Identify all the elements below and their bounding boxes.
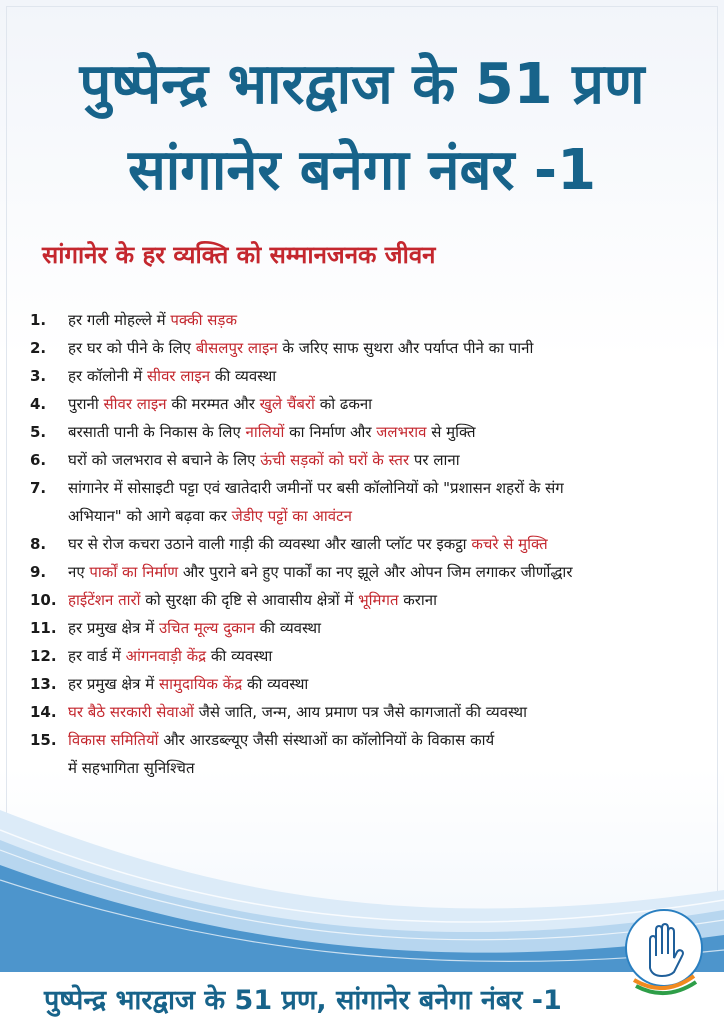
item-text [68, 418, 710, 446]
body-text: की मरम्मत और [166, 395, 260, 413]
highlight-text: नालियों [245, 423, 285, 441]
body-text: बरसाती पानी के निकास के लिए [68, 423, 246, 441]
body-text: घरों को जलभराव से बचाने के लिए [68, 451, 261, 469]
list-item [30, 334, 710, 362]
body-text: को ढकना [314, 395, 373, 413]
item-number: 1. [30, 311, 47, 329]
item-text [68, 390, 710, 418]
highlight-text: कचरे से मुक्ति [471, 535, 548, 553]
highlight-text: सीवर लाइन [103, 395, 167, 413]
list-item [30, 390, 710, 418]
list-item [30, 362, 710, 390]
body-text: हर प्रमुख क्षेत्र में [68, 619, 159, 637]
highlight-text: पक्की सड़क [170, 311, 237, 329]
highlight-text: भूमिगत [358, 591, 399, 609]
list-item [30, 670, 710, 698]
highlight-text: उचित मूल्य दुकान [158, 619, 255, 637]
body-text: की व्यवस्था [206, 647, 273, 665]
item-text [68, 306, 710, 334]
body-text: हर गली मोहल्ले में [68, 311, 171, 329]
item-number: 9. [30, 563, 47, 581]
item-text [68, 698, 710, 726]
item-number: 3. [30, 367, 47, 385]
item-number: 2. [30, 339, 47, 357]
body-text: नए [68, 563, 90, 581]
highlight-text: ऊंची सड़कों को घरों के स्तर [260, 451, 410, 469]
item-number: 7. [30, 479, 47, 497]
list-item [30, 474, 710, 530]
body-text: को सुरक्षा की दृष्टि से आवासीय क्षेत्रों में [140, 591, 359, 609]
item-text [68, 530, 710, 558]
list-item [30, 642, 710, 670]
highlight-text: सामुदायिक केंद्र [158, 675, 243, 693]
highlight-text: जलभराव [376, 423, 427, 441]
item-text [68, 614, 710, 642]
body-text: पर लाना [409, 451, 460, 469]
list-item [30, 446, 710, 474]
body-text: हर घर को पीने के लिए [68, 339, 196, 357]
item-number: 10. [30, 591, 57, 609]
body-text: का निर्माण और [284, 423, 377, 441]
body-text: और पुराने बने हुए पार्कों का नए झूले और ओपन जिम लगाकर जीर्णोद्धार [178, 563, 573, 581]
body-text: हर कॉलोनी में [68, 367, 148, 385]
pledge-list [30, 306, 710, 782]
highlight-text: सीवर लाइन [147, 367, 211, 385]
title-line-1: पुष्पेन्द्र भारद्वाज के 51 प्रण [79, 52, 645, 117]
item-number: 14. [30, 703, 57, 721]
list-item [30, 418, 710, 446]
body-text: हर प्रमुख क्षेत्र में [68, 675, 159, 693]
body-text: की व्यवस्था [254, 619, 322, 637]
list-item [30, 586, 710, 614]
body-text: सांगानेर में सोसाइटी पट्टा एवं खातेदारी जमीनों पर बसी कॉलोनियों को "प्रशासन शहरों के संग [68, 479, 564, 497]
list-item [30, 530, 710, 558]
item-text [68, 642, 710, 670]
list-item [30, 558, 710, 586]
highlight-text: जेडीए पट्टों का आवंटन [231, 507, 352, 525]
item-text [68, 670, 710, 698]
body-text: पुरानी [68, 395, 104, 413]
item-text [68, 558, 710, 586]
item-number: 12. [30, 647, 57, 665]
wave-decoration [0, 770, 724, 980]
body-text: घर से रोज कचरा उठाने वाली गाड़ी की व्यवस्था और खाली प्लॉट पर इकट्ठा [68, 535, 472, 553]
item-text [68, 474, 710, 530]
highlight-text: बीसलपुर लाइन [195, 339, 278, 357]
item-text [68, 362, 710, 390]
body-text: हर वार्ड में [68, 647, 126, 665]
footer-slogan: पुष्पेन्द्र भारद्वाज के 51 प्रण, सांगानेर बनेगा नंबर -1 [44, 985, 562, 1016]
item-number: 6. [30, 451, 47, 469]
body-text: जैसे जाति, जन्म, आय प्रमाण पत्र जैसे कागजातों की व्यवस्था [193, 703, 528, 721]
body-text: अभियान" को आगे बढ़वा कर [68, 507, 232, 525]
body-text: कराना [398, 591, 438, 609]
item-text [68, 334, 710, 362]
body-text: की व्यवस्था [242, 675, 309, 693]
item-number: 8. [30, 535, 47, 553]
body-text: के जरिए साफ सुथरा और पर्याप्त पीने का पानी [277, 339, 534, 357]
list-item [30, 698, 710, 726]
list-item [30, 614, 710, 642]
item-text [68, 446, 710, 474]
title-line-2: सांगानेर बनेगा नंबर -1 [127, 138, 597, 203]
highlight-text: विकास समितियों [68, 731, 159, 749]
list-item [30, 306, 710, 334]
section-heading: सांगानेर के हर व्यक्ति को सम्मानजनक जीवन [42, 241, 436, 269]
item-number: 11. [30, 619, 57, 637]
body-text: से मुक्ति [426, 423, 476, 441]
highlight-text: खुले चैंबरों [259, 395, 315, 413]
body-text: की व्यवस्था [210, 367, 277, 385]
item-text [68, 586, 710, 614]
highlight-text: पार्कों का निर्माण [89, 563, 179, 581]
item-number: 13. [30, 675, 57, 693]
hand-icon [622, 906, 706, 996]
body-text: में सहभागिता सुनिश्चित [68, 759, 195, 777]
highlight-text: हाईटेंशन तारों [68, 591, 141, 609]
body-text: और आरडब्ल्यूए जैसी संस्थाओं का कॉलोनियों के विकास कार्य [158, 731, 495, 749]
item-number: 5. [30, 423, 47, 441]
item-number: 15. [30, 731, 57, 749]
highlight-text: आंगनवाड़ी केंद्र [125, 647, 207, 665]
highlight-text: घर बैठे सरकारी सेवाओं [68, 703, 194, 721]
item-number: 4. [30, 395, 47, 413]
